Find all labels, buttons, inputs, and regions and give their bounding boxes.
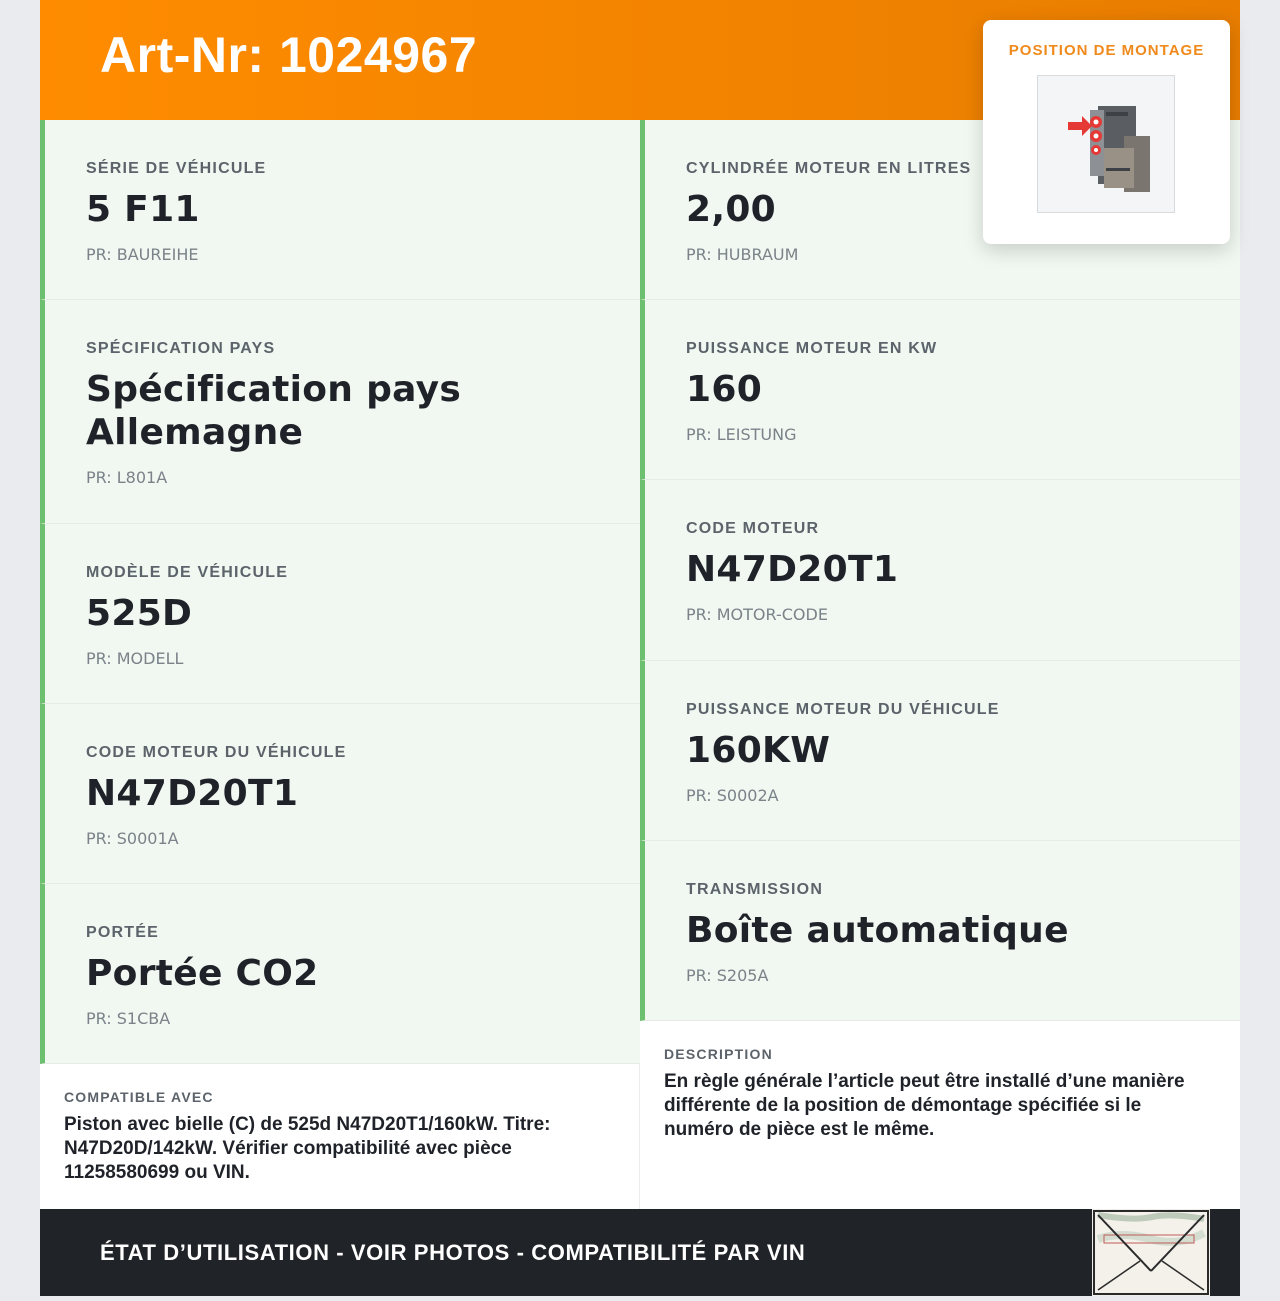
spec-code: PR: S1CBA [86, 1009, 171, 1028]
compatible-text: Piston avec bielle (C) de 525d N47D20T1/160kW. Titre: N47D20D/142kW. Vérifier compatibilité avec pièce 11258580699 ou VIN. [64, 1114, 551, 1183]
spec-code: PR: BAUREIHE [86, 245, 199, 264]
footer-text: ÉTAT D’UTILISATION - VOIR PHOTOS - COMPATIBILITÉ PAR VIN [100, 1240, 806, 1265]
spec-value: Spécification pays Allemagne [86, 369, 462, 453]
product-sheet [40, 0, 1240, 1296]
spec-column-right [640, 120, 1240, 1021]
engine-diagram-icon[interactable] [1037, 75, 1175, 213]
spec-cell-engine-code [640, 480, 1240, 661]
spec-column-left [40, 120, 640, 1064]
description-label: DESCRIPTION [664, 1046, 773, 1062]
spec-cell-vehicle-engine-power [640, 661, 1240, 841]
spec-cell-vehicle-series [40, 120, 640, 300]
spec-label: CODE MOTEUR DU VÉHICULE [86, 744, 347, 761]
spec-value: 160 [686, 369, 763, 410]
spec-label: SPÉCIFICATION PAYS [86, 340, 276, 357]
spec-code: PR: S205A [686, 966, 769, 985]
spec-value: N47D20T1 [86, 773, 299, 814]
spec-label: CYLINDRÉE MOTEUR EN LITRES [686, 160, 972, 177]
vehicle-document-icon[interactable] [1092, 1209, 1210, 1296]
spec-label: TRANSMISSION [686, 881, 824, 898]
spec-label: SÉRIE DE VÉHICULE [86, 160, 267, 177]
spec-value: 5 F11 [86, 189, 200, 230]
spec-label: MODÈLE DE VÉHICULE [86, 564, 289, 581]
spec-cell-transmission [640, 841, 1240, 1021]
spec-value: N47D20T1 [686, 549, 899, 590]
spec-value: Boîte automatique [686, 910, 1069, 951]
compatible-section [40, 1064, 640, 1209]
spec-value: Portée CO2 [86, 953, 319, 994]
spec-cell-vehicle-model [40, 524, 640, 704]
spec-code: PR: MODELL [86, 649, 184, 668]
spec-label: CODE MOTEUR [686, 520, 820, 537]
spec-label: PUISSANCE MOTEUR EN KW [686, 340, 938, 357]
compatible-label: COMPATIBLE AVEC [64, 1089, 214, 1105]
spec-code: PR: L801A [86, 468, 168, 487]
footer-bar [40, 1209, 1240, 1296]
spec-code: PR: MOTOR-CODE [686, 605, 828, 624]
article-number-title: Art-Nr: 1024967 [100, 27, 478, 83]
spec-label: PORTÉE [86, 924, 159, 941]
spec-value: 525D [86, 593, 193, 634]
spec-cell-vehicle-engine-code [40, 704, 640, 884]
spec-value: 2,00 [686, 189, 777, 230]
spec-cell-engine-power [640, 300, 1240, 480]
spec-value: 160KW [686, 730, 831, 771]
description-section [640, 1021, 1240, 1209]
spec-code: PR: S0002A [686, 786, 779, 805]
spec-label: PUISSANCE MOTEUR DU VÉHICULE [686, 701, 1000, 718]
spec-code: PR: LEISTUNG [686, 425, 797, 444]
mounting-position-title: POSITION DE MONTAGE [1008, 42, 1205, 59]
spec-code: PR: HUBRAUM [686, 245, 799, 264]
spec-cell-range [40, 884, 640, 1064]
spec-cell-country-spec [40, 300, 640, 524]
description-text: En règle générale l’article peut être installé d’une manière différente de la position de démontage spécifiée si le numéro de pièce est le même. [664, 1071, 1185, 1140]
mounting-position-card [983, 20, 1230, 244]
spec-code: PR: S0001A [86, 829, 179, 848]
